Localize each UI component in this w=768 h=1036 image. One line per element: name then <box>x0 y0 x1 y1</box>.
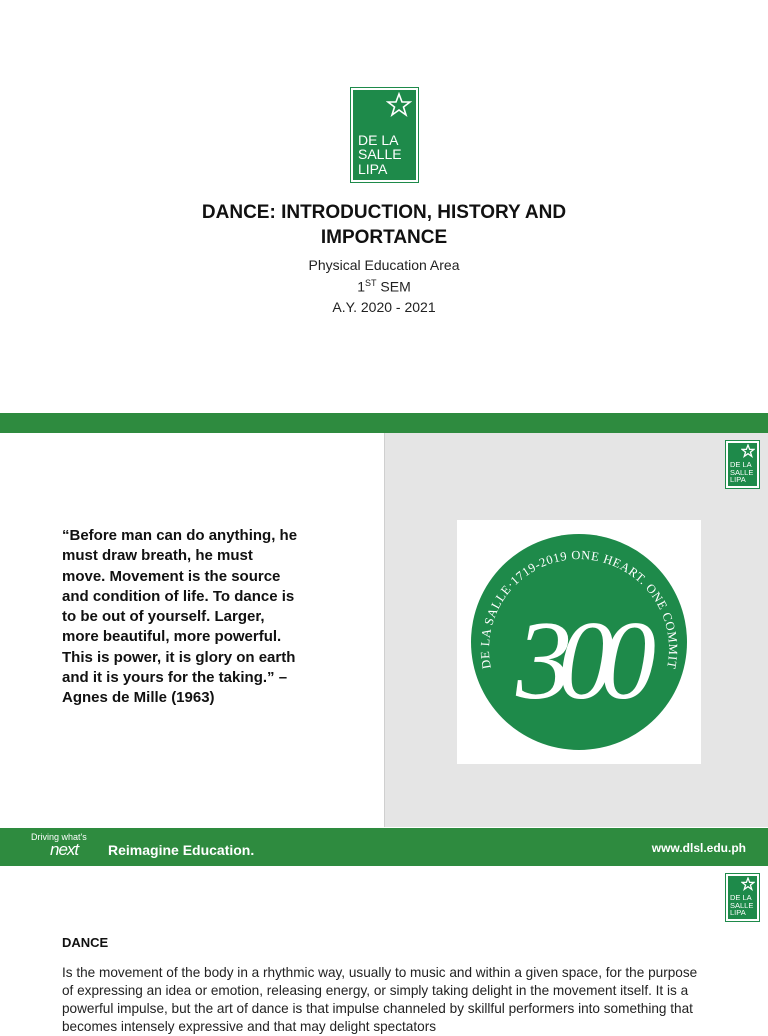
anniversary-seal <box>457 520 701 764</box>
star-icon <box>386 92 412 118</box>
title-line-2: IMPORTANCE <box>320 227 448 248</box>
seal-number: 300 <box>516 599 642 723</box>
star-icon <box>741 877 755 891</box>
logo-text: DE LA SALLE LIPA <box>358 132 402 177</box>
seal-graphic <box>457 520 701 764</box>
academic-year: A.Y. 2020 - 2021 <box>332 299 436 315</box>
de-la-salle-lipa-logo <box>351 88 418 182</box>
footer-tagline: Reimagine Education. <box>108 842 255 858</box>
title-line-1: DANCE: INTRODUCTION, HISTORY AND <box>201 202 567 223</box>
de-la-salle-lipa-logo-small-2 <box>726 874 759 921</box>
definition-text: Is the movement of the body in a rhythmic way, usually to music and within a given space, for the purpose of expressing an idea or emotion, releasing energy, or simply taking delight in the movement itself. It is a powerful impulse, but the art of dance is that impulse channeled by skillful performers into something that becomes intensely expressive and that may delight spectators <box>62 965 698 1034</box>
slide-title <box>0 200 768 250</box>
semester: 1ST SEM <box>357 278 411 295</box>
quote-text: “Before man can do anything, he must draw breath, he must move. Movement is the source and condition of life. To dance is to be out of yourself. Larger, more beautiful, more powerful. This is power, it is glory on earth and it is yours for the taking.” – Agnes de Mille (1963) <box>62 527 298 707</box>
logo-text: DE LA SALLE LIPA <box>730 893 754 918</box>
section-heading: DANCE <box>62 935 109 950</box>
de-la-salle-lipa-logo-small <box>726 441 759 488</box>
logo-text: DE LA SALLE LIPA <box>730 460 754 485</box>
star-icon <box>741 444 755 458</box>
subject-area: Physical Education Area <box>308 257 460 273</box>
footer-next: next <box>50 840 79 859</box>
footer-driving: Driving what's <box>31 832 87 842</box>
footer-website[interactable]: www.dlsl.edu.ph <box>651 841 746 855</box>
seal-ring-text: DE LA SALLE·1719-2019 ONE HEART. ONE COMMIT <box>477 548 681 671</box>
footer-bar <box>0 828 768 866</box>
top-green-band <box>0 413 768 433</box>
